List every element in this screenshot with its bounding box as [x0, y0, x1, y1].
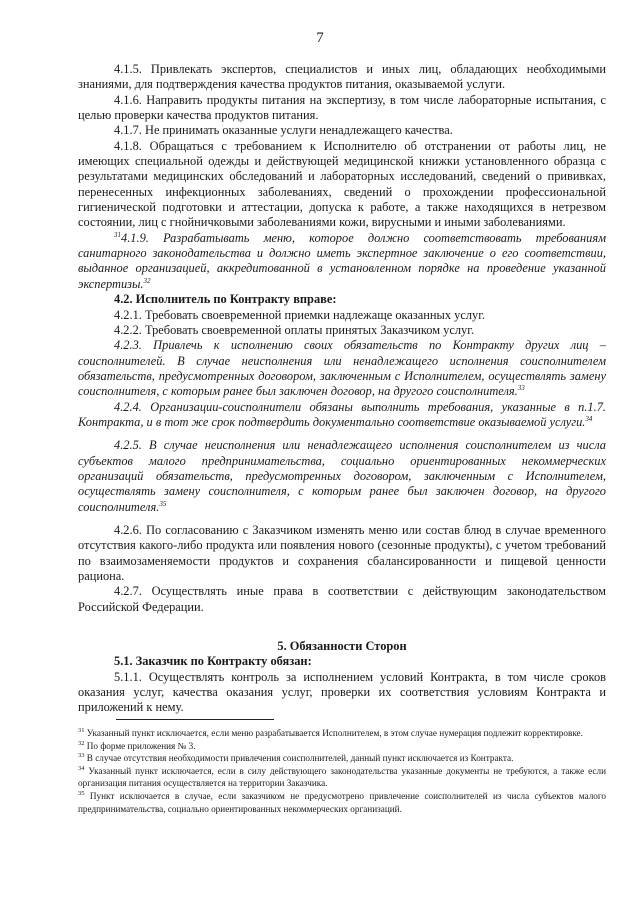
clause-number: 5.1.1.: [114, 669, 142, 684]
footnote-number: 31: [78, 726, 85, 734]
footnote-text: Указанный пункт исключается, если в силу действующего законодательства указанные документы не требуются, а также если организация питания осуществляется на территории Заказчика.: [78, 765, 607, 789]
clause-4-1-6: [78, 93, 606, 124]
clause-number: 4.1.7.: [114, 123, 142, 138]
clause-text: Привлекать экспертов, специалистов и иных лиц, обладающих необходимыми знаниями, для подтверждения качества продуктов питания, оказываемой услуги.: [78, 62, 606, 92]
clause-number: 4.2.6.: [114, 522, 142, 537]
clause-number: 4.2.5.: [114, 438, 142, 453]
clause-4-1-7: [78, 123, 606, 138]
clause-text: Требовать своевременной приемки надлежаще оказанных услуг.: [145, 307, 486, 322]
clause-5-1-1: [78, 670, 606, 716]
footnote-ref: 32: [143, 276, 151, 285]
footnote-number: 34: [78, 764, 85, 772]
footnote-ref: 34: [585, 414, 593, 423]
footnote-34: [78, 765, 606, 790]
clause-4-2-6: [78, 523, 606, 584]
clause-text: По согласованию с Заказчиком изменять меню или состав блюд в случае временного отсутствия какого-либо продукта или появления нового (сезонные продукты), с учетом требований по взаимозаменяемости продуктов и сохранения сбалансированности и пищевой ценности рациона.: [78, 522, 606, 583]
footnote-33: [78, 752, 606, 765]
clause-text: Разрабатывать меню, которое должно соответствовать требованиям санитарного законодательства и должно иметь экспертное заключение о его соответствии, выданное организацией, аккредитованной в установленном порядке на проведение указанной экспертизы.: [78, 230, 606, 291]
clause-4-2-5: [78, 438, 606, 515]
clause-number: 4.2.7.: [114, 584, 142, 599]
page-number: 7: [316, 30, 324, 46]
footnote-number: 33: [78, 752, 85, 760]
clause-number: 4.2.3.: [114, 338, 142, 353]
clause-text: Организации-соисполнители обязаны выполнить требования, указанные в п.1.7. Контракта, и в тот же срок подтвердить документально соответствие оказываемой услуги.: [78, 399, 606, 429]
clause-text: Не принимать оказанные услуги ненадлежащего качества.: [145, 123, 453, 138]
footnote-32: [78, 740, 606, 753]
section-title-5: 5. Обязанности Сторон: [277, 639, 407, 654]
document-body: [78, 62, 606, 716]
clause-4-2-3: [78, 338, 606, 399]
footnotes: [78, 727, 606, 815]
clause-text: В случае неисполнения или ненадлежащего исполнения соисполнителем из числа субъектов малого предпринимательства, социально ориентированных некоммерческих организаций обязательств, предусмотренных договором, заключенным с Исполнителем, осуществлять замену соисполнителя, с которым ранее был заключен договор, на другого соисполнителя.: [78, 438, 606, 514]
clause-4-1-9: [78, 231, 606, 292]
clause-number: 4.2.4.: [114, 399, 142, 414]
section-heading-4-2: 4.2. Исполнитель по Контракту вправе:: [114, 292, 337, 307]
clause-text: Осуществлять контроль за исполнением условий Контракта, в том числе сроков оказания услуг, качества оказания услуг, проверки их соответствия условиям Контракта и приложений к нему.: [78, 669, 606, 715]
clause-number: 4.1.5.: [114, 62, 142, 76]
footnote-number: 32: [78, 739, 85, 747]
footnote-number: 35: [78, 789, 85, 797]
footnote-separator: [116, 719, 274, 720]
clause-number: 4.1.8.: [114, 138, 142, 153]
footnote-31: [78, 727, 606, 740]
clause-number: 4.1.9.: [121, 230, 149, 245]
clause-number: 4.2.2.: [114, 322, 142, 337]
clause-text: Направить продукты питания на экспертизу, в том числе лабораторные испытания, с целью проверки качества продуктов питания.: [78, 92, 606, 123]
clause-4-2-7: [78, 584, 606, 615]
clause-number: 4.2.1.: [114, 307, 142, 322]
clause-4-1-5: [78, 62, 606, 93]
clause-text: Требовать своевременной оплаты принятых Заказчиком услуг.: [145, 322, 475, 337]
footnote-text: По форме приложения № 3.: [86, 740, 196, 751]
section-heading-5-1: 5.1. Заказчик по Контракту обязан:: [114, 654, 312, 669]
footnote-text: В случае отсутствия необходимости привлечения соисполнителей, данный пункт исключается из Контракта.: [86, 753, 514, 764]
clause-4-1-8: [78, 139, 606, 231]
clause-text: Обращаться с требованием к Исполнителю об отстранении от работы лиц, не имеющих специальной одежды и действующей медицинской книжки установленного образца с результатами медицинских обследований и лабораторных исследований, сведений о прививках, перенесенных инфекционных заболеваниях, сведений о прохождении профессиональной гигиенической подготовки и аттестации, допуска к работе, а также находящихся в нетрезвом состоянии, лиц с гнойничковыми заболеваниями кожи, вирусными и иными заболеваниями.: [78, 138, 606, 230]
footnote-ref: 35: [159, 499, 167, 508]
clause-text: Привлечь к исполнению своих обязательств по Контракту других лиц – соисполнителей. В случае неисполнения или ненадлежащего исполнения соисполнителем обязательств, предусмотренных договором, заключенным с Исполнителем, осуществлять замену соисполнителя, с которым ранее был заключен договор, на другого соисполнителя.: [78, 338, 606, 399]
footnote-35: [78, 790, 606, 815]
clause-4-2-1: [78, 308, 606, 323]
footnote-text: Пункт исключается в случае, если заказчиком не предусмотрено привлечение соисполнителей из числа субъектов малого предпринимательства, социально ориентированных некоммерческих организаций.: [78, 790, 607, 814]
footnote-ref: 33: [517, 384, 525, 393]
footnote-text: Указанный пункт исключается, если меню разрабатывается Исполнителем, в этом случае нумерация подлежит корректировке.: [86, 728, 583, 738]
clause-text: Осуществлять иные права в соответствии с действующим законодательством Российской Федерации.: [78, 584, 606, 614]
clause-number: 4.1.6.: [114, 92, 142, 107]
clause-4-2-2: [78, 323, 606, 338]
footnote-ref: 31: [114, 230, 121, 239]
clause-4-2-4: [78, 400, 606, 431]
